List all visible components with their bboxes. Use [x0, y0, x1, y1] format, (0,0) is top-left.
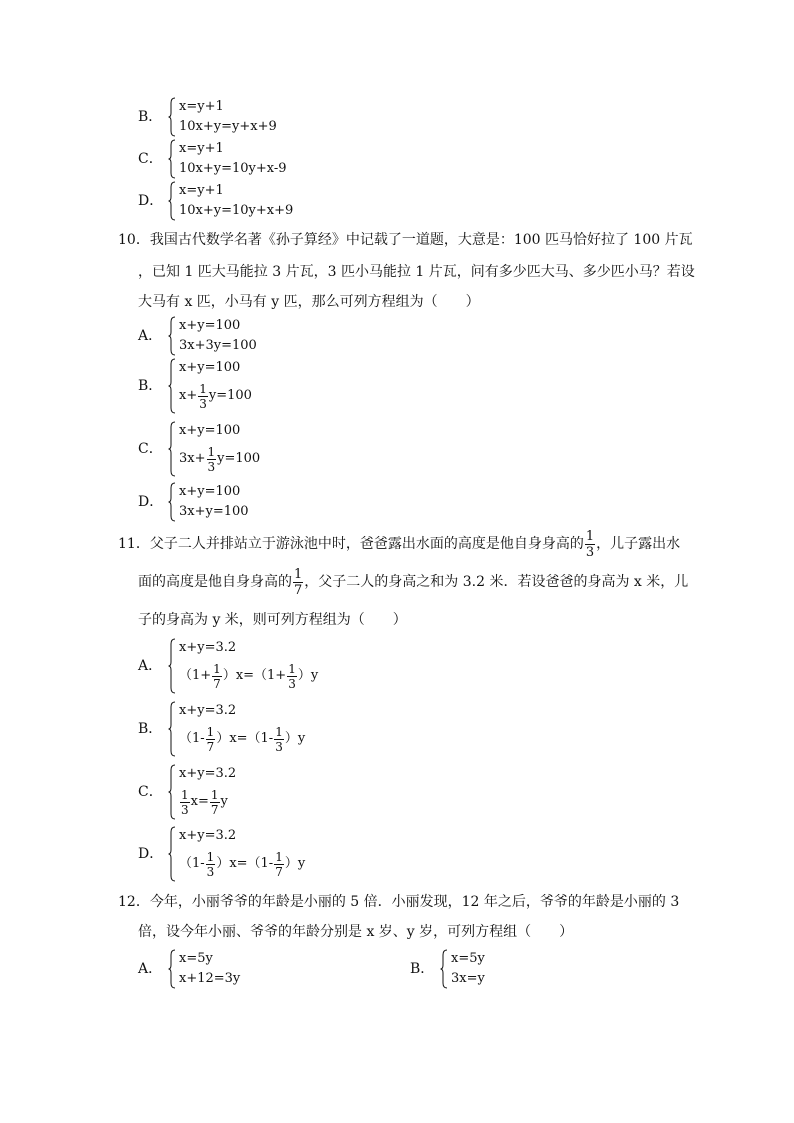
fraction	[210, 789, 220, 816]
brace-icon	[440, 949, 448, 989]
q10-stem-line-3: 大马有 x 匹，小马有 y 匹，那么可列方程组为（ ）	[138, 294, 480, 310]
equation-system	[168, 764, 236, 820]
fraction-numerator: 1	[199, 381, 207, 396]
equation-term: ）x=（1-	[216, 731, 274, 746]
fraction-numerator: 1	[275, 849, 283, 864]
q9-option-b[interactable]	[138, 97, 277, 137]
brace-icon	[168, 421, 176, 477]
fraction	[206, 726, 216, 753]
equation-line-1: x+y=3.2	[179, 703, 237, 718]
equation-system	[168, 139, 287, 179]
equation-line-2: 3x+3y=100	[179, 338, 257, 353]
fraction-denominator: 3	[206, 864, 215, 879]
equation-line-2	[179, 441, 260, 477]
fraction	[287, 663, 297, 690]
brace-icon	[168, 181, 176, 221]
fraction-numerator: 1	[288, 661, 296, 676]
fraction	[585, 530, 595, 559]
equation-term: （1-	[179, 856, 205, 871]
brace-icon	[168, 97, 176, 137]
brace-icon	[168, 764, 176, 820]
option-label: A．	[138, 328, 163, 344]
q12-option-a[interactable]	[138, 949, 240, 989]
equation-line-2	[179, 658, 318, 694]
equation-system	[168, 316, 257, 356]
equation-line-2: 3x=y	[451, 971, 485, 986]
fraction-numerator: 1	[181, 787, 189, 802]
option-label: D．	[138, 846, 164, 862]
q9-option-d[interactable]	[138, 181, 293, 221]
equation-line-1: x+y=100	[179, 484, 241, 499]
stem-text: ，父子二人的身高之和为 3.2 米．若设爸爸的身高为 x 米，儿	[304, 574, 689, 590]
brace-icon	[168, 826, 176, 882]
fraction-denominator: 3	[199, 396, 207, 411]
equation-system	[168, 358, 252, 414]
equation-term: ）x=（1+	[222, 668, 287, 683]
brace-icon	[168, 139, 176, 179]
fraction-denominator: 7	[206, 739, 215, 754]
equation-line-2	[179, 846, 305, 882]
equation-line-1: x=y+1	[179, 99, 224, 114]
equation-line-2	[179, 378, 252, 414]
equation-term: y	[220, 794, 228, 809]
stem-text: 11．父子二人并排站立于游泳池中时，爸爸露出水面的高度是他自身身高的	[118, 536, 584, 552]
fraction	[207, 446, 217, 473]
equation-line-1: x=5y	[179, 951, 213, 966]
equation-line-1: x+y=100	[179, 423, 241, 438]
fraction	[180, 789, 190, 816]
fraction-numerator: 1	[210, 787, 219, 802]
brace-icon	[168, 949, 176, 989]
q10-option-b[interactable]	[138, 358, 252, 414]
fraction-numerator: 1	[206, 724, 215, 739]
fraction	[293, 568, 303, 597]
equation-line-1: x=y+1	[179, 183, 224, 198]
equation-line-1: x=5y	[451, 951, 485, 966]
equation-system	[168, 826, 305, 882]
fraction-denominator: 7	[210, 802, 219, 817]
option-label: C．	[138, 784, 163, 800]
fraction-denominator: 7	[275, 864, 283, 879]
q11-option-a[interactable]	[138, 638, 318, 694]
equation-line-1: x+y=100	[179, 360, 241, 375]
q10-option-d[interactable]	[138, 482, 249, 522]
option-label: B．	[410, 961, 435, 977]
q11-option-c[interactable]	[138, 764, 236, 820]
q12-stem-line-2: 倍，设今年小丽、爷爷的年龄分别是 x 岁、y 岁，可列方程组（ ）	[138, 924, 574, 940]
brace-icon	[168, 358, 176, 414]
equation-term: （1-	[179, 731, 205, 746]
fraction	[206, 851, 216, 878]
fraction-denominator: 3	[207, 459, 216, 474]
option-label: C．	[138, 151, 163, 167]
fraction-denominator: 3	[181, 802, 189, 817]
q9-option-c[interactable]	[138, 139, 287, 179]
fraction	[212, 663, 222, 690]
equation-term: y=100	[208, 388, 252, 403]
q11-stem-line-1	[118, 526, 680, 562]
fraction	[198, 383, 208, 410]
equation-line-1: x+y=100	[179, 318, 241, 333]
q10-option-c[interactable]	[138, 421, 260, 477]
q11-option-d[interactable]	[138, 826, 305, 882]
equation-system	[168, 97, 277, 137]
fraction	[274, 851, 284, 878]
fraction-denominator: 7	[294, 582, 303, 598]
option-label: D．	[138, 193, 164, 209]
brace-icon	[168, 638, 176, 694]
option-label: A．	[138, 658, 163, 674]
option-label: C．	[138, 441, 163, 457]
equation-term: x=	[190, 794, 209, 809]
equation-system	[168, 949, 240, 989]
brace-icon	[168, 482, 176, 522]
fraction-numerator: 1	[585, 528, 595, 544]
equation-system	[168, 181, 293, 221]
q11-option-b[interactable]	[138, 701, 305, 757]
fraction-denominator: 3	[585, 544, 595, 560]
equation-system	[440, 949, 485, 989]
equation-system	[168, 701, 305, 757]
equation-line-2	[179, 721, 305, 757]
q12-stem-line-1: 12．今年，小丽爷爷的年龄是小丽的 5 倍．小丽发现，12 年之后，爷爷的年龄是小丽的 3	[118, 894, 680, 910]
equation-line-2	[179, 784, 236, 820]
q12-option-b[interactable]	[410, 949, 485, 989]
stem-text: 面的高度是他自身身高的	[138, 574, 292, 590]
option-label: B．	[138, 109, 163, 125]
equation-term: y=100	[217, 451, 261, 466]
equation-line-1: x=y+1	[179, 141, 224, 156]
q10-option-a[interactable]	[138, 316, 257, 356]
fraction-numerator: 1	[207, 444, 216, 459]
equation-line-2: 10x+y=y+x+9	[179, 119, 277, 134]
fraction	[274, 726, 284, 753]
q10-stem-line-1: 10．我国古代数学名著《孙子算经》中记载了一道题，大意是：100 匹马恰好拉了 100 片瓦	[118, 232, 693, 248]
equation-term: 3x+	[179, 451, 206, 466]
fraction-denominator: 7	[213, 676, 221, 691]
equation-system	[168, 421, 260, 477]
option-label: A．	[138, 961, 163, 977]
fraction-numerator: 1	[294, 566, 303, 582]
equation-term: ）y	[284, 856, 306, 871]
fraction-denominator: 3	[288, 676, 296, 691]
stem-text: ，儿子露出水	[596, 536, 681, 552]
equation-line-1: x+y=3.2	[179, 640, 237, 655]
equation-line-2: 10x+y=10y+x+9	[179, 203, 294, 218]
equation-line-2: 3x+y=100	[179, 504, 249, 519]
option-label: B．	[138, 721, 163, 737]
equation-line-1: x+y=3.2	[179, 766, 237, 781]
option-label: B．	[138, 378, 163, 394]
equation-term: ）y	[297, 668, 319, 683]
equation-system	[168, 482, 249, 522]
brace-icon	[168, 701, 176, 757]
q11-stem-line-3: 子的身高为 y 米，则可列方程组为（ ）	[138, 612, 407, 628]
equation-line-2: x+12=3y	[179, 971, 241, 986]
equation-term: ）x=（1-	[216, 856, 274, 871]
brace-icon	[168, 316, 176, 356]
fraction-numerator: 1	[213, 661, 221, 676]
equation-line-2: 10x+y=10y+x-9	[179, 161, 287, 176]
fraction-denominator: 3	[275, 739, 283, 754]
fraction-numerator: 1	[275, 724, 283, 739]
equation-term: （1+	[179, 668, 212, 683]
option-label: D．	[138, 494, 164, 510]
equation-line-1: x+y=3.2	[179, 828, 237, 843]
q10-stem-line-2: ，已知 1 匹大马能拉 3 片瓦，3 匹小马能拉 1 片瓦，问有多少匹大马、多少匹小马？若设	[138, 264, 695, 280]
q11-stem-line-2	[138, 564, 688, 600]
equation-term: ）y	[284, 731, 306, 746]
fraction-numerator: 1	[206, 849, 215, 864]
equation-system	[168, 638, 318, 694]
equation-term: x+	[179, 388, 198, 403]
